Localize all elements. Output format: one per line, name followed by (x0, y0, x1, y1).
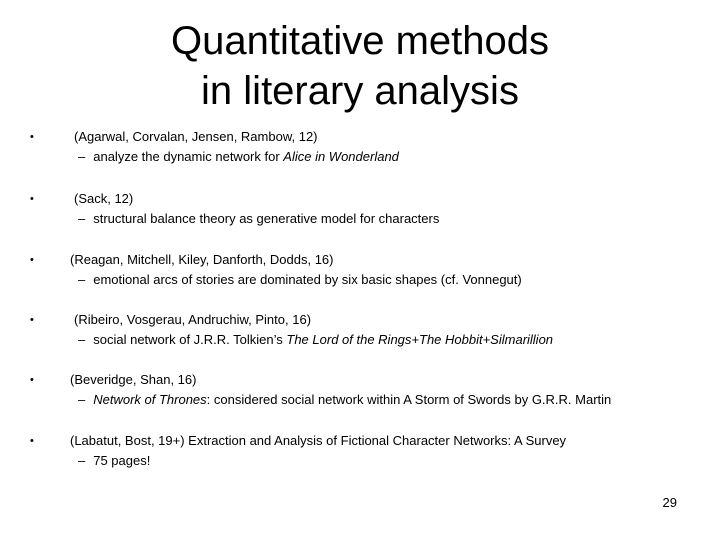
sub-text: analyze the dynamic network for (93, 149, 284, 164)
sub-dash: – (78, 453, 86, 468)
page-number: 29 (662, 495, 677, 510)
bullet-dot: • (30, 374, 34, 386)
bullet-subpoint (78, 270, 522, 290)
bullet-subpoint (78, 209, 439, 229)
sub-text: 75 pages! (93, 453, 151, 468)
sub-text: social network of J.R.R. Tolkien’s (93, 332, 287, 347)
sub-dash: – (78, 211, 86, 226)
title-line-2: in literary analysis (201, 69, 519, 113)
sub-text: structural balance theory as generative model for characters (93, 211, 440, 226)
sub-italic-text: The Lord of the Rings+The Hobbit+Silmarillion (286, 332, 554, 347)
bullet-subpoint (78, 390, 611, 410)
bullet-dot: • (30, 314, 34, 326)
sub-dash: – (78, 392, 86, 407)
sub-italic-text: Alice in Wonderland (283, 149, 399, 164)
bullet-citation: (Reagan, Mitchell, Kiley, Danforth, Dodds, 16) (70, 252, 334, 267)
bullet-citation: (Sack, 12) (74, 191, 134, 206)
bullet-dot: • (30, 254, 34, 266)
sub-dash: – (78, 272, 86, 287)
bullet-citation: (Agarwal, Corvalan, Jensen, Rambow, 12) (74, 129, 318, 144)
bullet-citation: (Labatut, Bost, 19+) Extraction and Analysis of Fictional Character Networks: A Survey (70, 433, 567, 448)
bullet-dot: • (30, 193, 34, 205)
bullet-subpoint (78, 451, 150, 471)
sub-dash: – (78, 149, 86, 164)
title-line-1: Quantitative methods (171, 19, 549, 63)
sub-text-post: : considered social network within A Storm of Swords by G.R.R. Martin (206, 392, 612, 407)
bullet-dot: • (30, 131, 34, 143)
bullet-subpoint (78, 330, 553, 350)
bullet-citation: (Ribeiro, Vosgerau, Andruchiw, Pinto, 16) (74, 312, 312, 327)
sub-text: emotional arcs of stories are dominated by six basic shapes (cf. Vonnegut) (93, 272, 522, 287)
bullet-dot: • (30, 435, 34, 447)
sub-dash: – (78, 332, 86, 347)
sub-italic-text: Network of Thrones (93, 392, 207, 407)
bullet-citation: (Beveridge, Shan, 16) (70, 372, 197, 387)
bullet-subpoint (78, 147, 399, 167)
